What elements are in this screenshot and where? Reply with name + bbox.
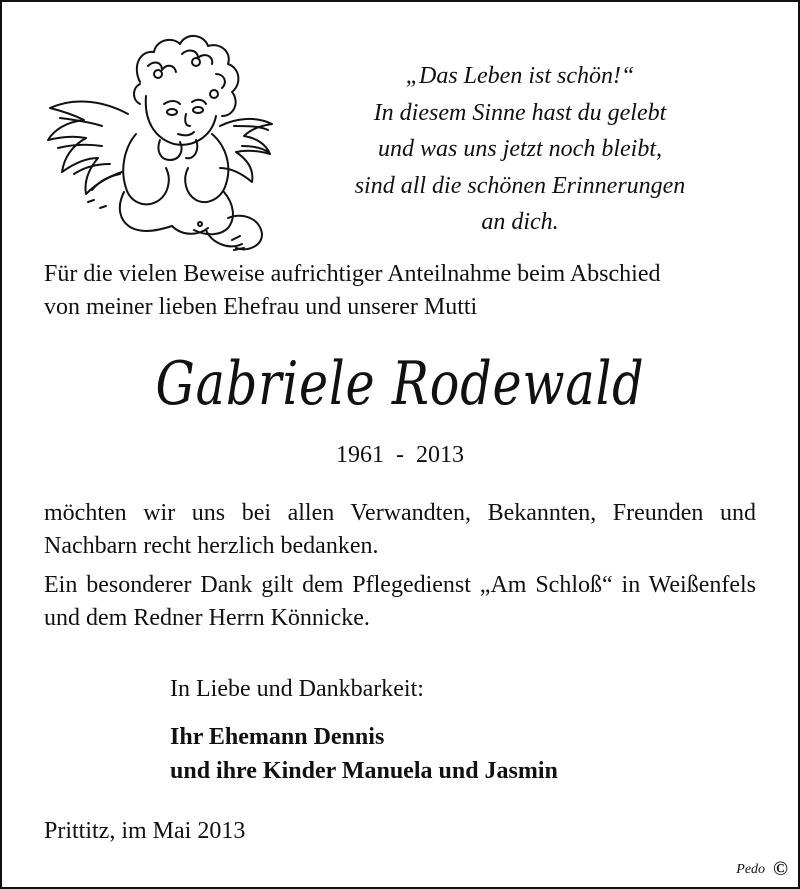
poem-line: „Das Leben ist schön!“ xyxy=(405,63,635,89)
intro-text xyxy=(44,258,764,324)
cherub-angel-icon xyxy=(36,22,276,254)
thanks-text xyxy=(44,497,756,641)
signers xyxy=(170,720,558,788)
poem-line: an dich. xyxy=(481,209,559,235)
designer-credit xyxy=(736,858,788,881)
signer-line: Ihr Ehemann Dennis xyxy=(170,724,385,750)
designer-signature: Pedo xyxy=(736,861,766,877)
life-years: 1961 - 2013 xyxy=(336,442,464,468)
poem-line: In diesem Sinne hast du gelebt xyxy=(373,99,667,126)
signer-line: und ihre Kinder Manuela und Jasmin xyxy=(170,758,558,784)
intro-line: von meiner lieben Ehefrau und unserer Mutti xyxy=(44,294,478,320)
poem-line: sind all die schönen Erinnerungen xyxy=(354,172,686,199)
poem-line: und was uns jetzt noch bleibt, xyxy=(378,136,662,162)
place-date: Prittitz, im Mai 2013 xyxy=(44,818,246,844)
closing-phrase: In Liebe und Dankbarkeit: xyxy=(170,676,424,702)
poem xyxy=(300,58,740,241)
thanks-paragraph: Ein besonderer Dank gilt dem Pflegedienst „Am Schloß“ in Weißenfels und dem Redner Herrn Könnicke. xyxy=(44,572,756,631)
copyright-icon: © xyxy=(773,858,788,880)
deceased-name: Gabriele Rodewald xyxy=(155,349,645,419)
intro-line: Für die vielen Beweise aufrichtiger Anteilnahme beim Abschied xyxy=(44,261,661,287)
thanks-paragraph: möchten wir uns bei allen Verwandten, Bekannten, Freunden und Nachbarn recht herzlich bedanken. xyxy=(44,500,756,559)
